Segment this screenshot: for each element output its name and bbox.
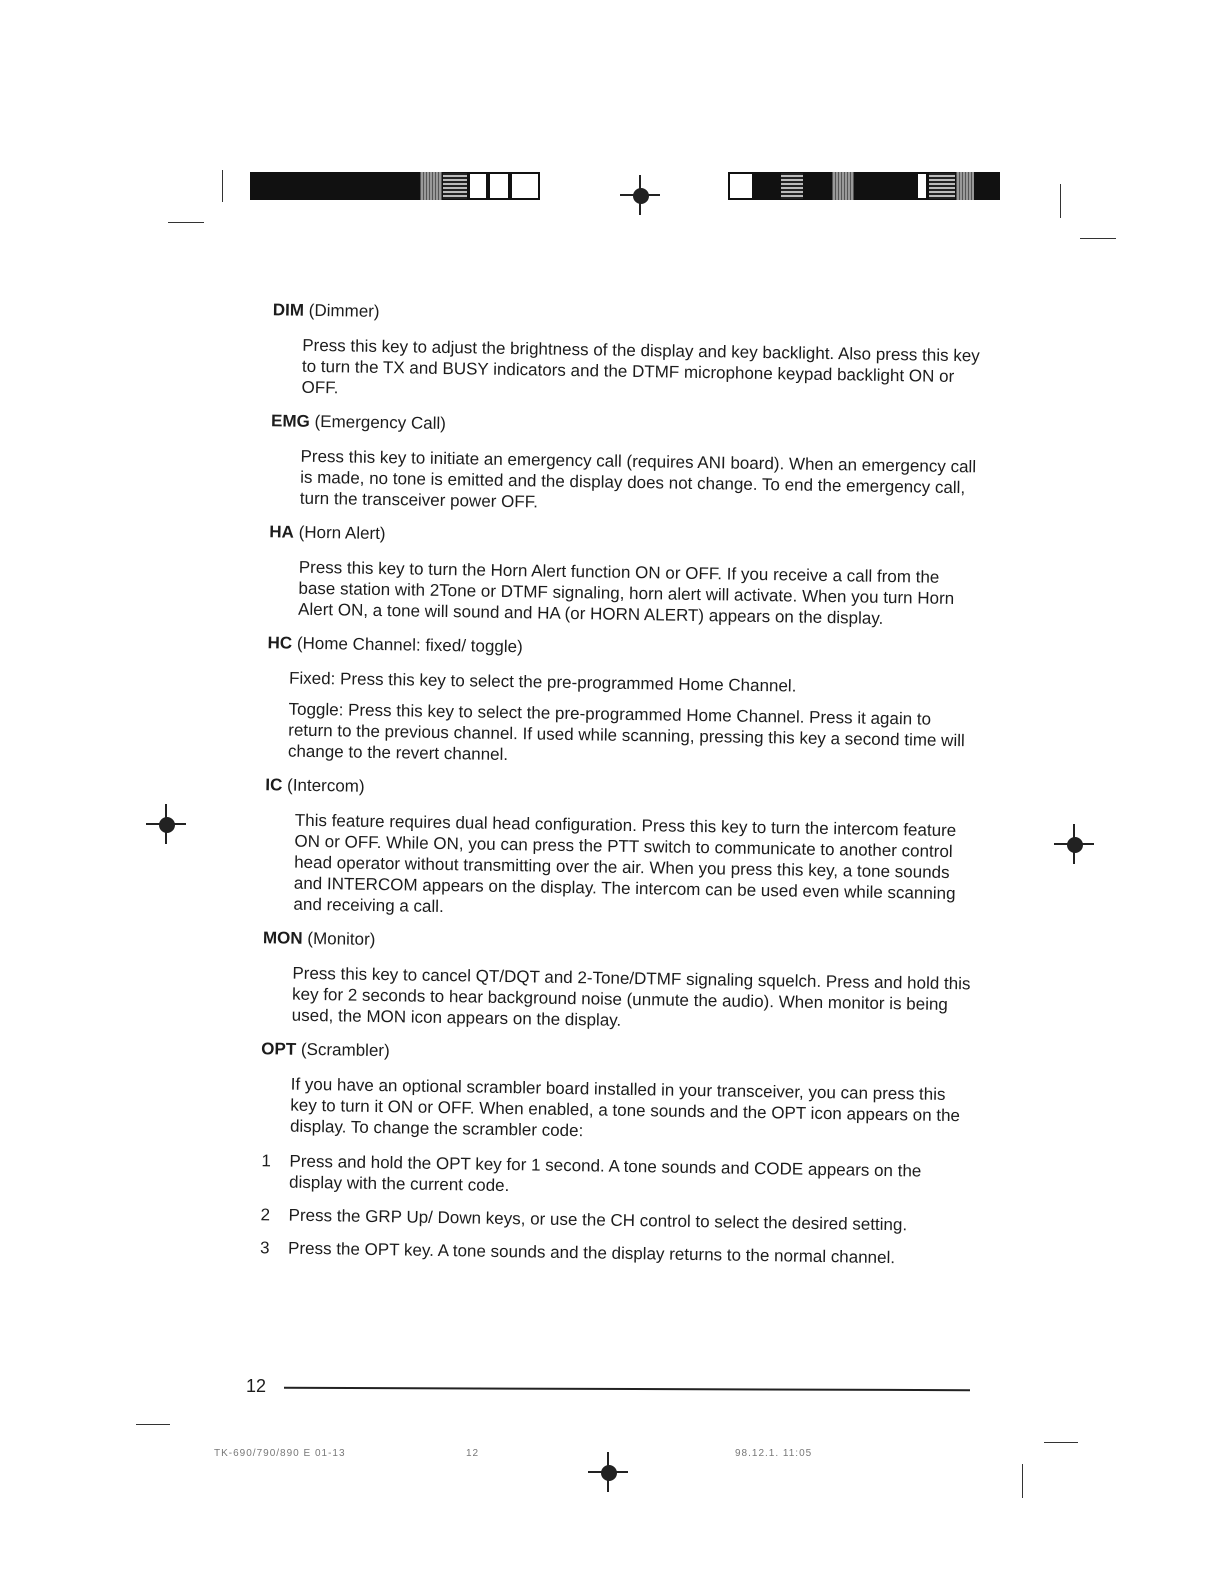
step-number: 3	[259, 1238, 270, 1258]
key-name: (Horn Alert)	[298, 522, 386, 544]
page-number: 12	[246, 1376, 267, 1396]
entry-heading	[273, 300, 985, 331]
footer-right: 98.12.1. 11:05	[735, 1448, 813, 1459]
step-number: 1	[261, 1151, 272, 1171]
key-label: HC	[267, 633, 293, 653]
entry-dim	[253, 300, 984, 408]
crop-mark-top-left-vertical	[222, 170, 223, 202]
entry-hc	[248, 633, 980, 772]
hc-toggle-description: Toggle: Press this key to select the pre-programmed Home Channel. Press it again to return to the previous channel. If used while scanning, pressing this key a second time will change to the revert channel.	[287, 699, 965, 765]
hc-fixed-description: Fixed: Press this key to select the pre-programmed Home Channel.	[288, 668, 797, 696]
key-label: IC	[265, 775, 283, 795]
footer-rule	[284, 1387, 970, 1391]
footer-center: 12	[466, 1448, 480, 1459]
crop-mark-bottom-right-vertical	[1022, 1464, 1023, 1498]
footer-left: TK-690/790/890 E 01-13	[214, 1448, 346, 1459]
entry-heading	[263, 928, 975, 959]
scrambler-steps	[260, 1150, 972, 1269]
crop-mark-top-left	[168, 222, 204, 223]
list-item	[261, 1150, 962, 1203]
key-name: (Home Channel: fixed/ toggle)	[296, 633, 523, 657]
entry-heading	[265, 775, 977, 806]
key-name: (Monitor)	[307, 928, 376, 949]
crop-mark-bottom-left	[136, 1424, 170, 1425]
registration-mark-bottom	[588, 1452, 628, 1492]
crop-mark-bottom-right	[1044, 1442, 1078, 1443]
crop-mark-top-right	[1080, 238, 1116, 239]
step-text: Press and hold the OPT key for 1 second. A tone sounds and CODE appears on the display with the current code.	[288, 1151, 922, 1196]
color-bar-left	[250, 172, 555, 200]
entry-emg	[252, 411, 983, 519]
registration-mark-top	[620, 175, 660, 215]
entry-heading	[271, 411, 983, 442]
key-label: OPT	[261, 1039, 297, 1059]
key-label: EMG	[270, 411, 310, 431]
crop-mark-top-right-vertical	[1060, 184, 1061, 218]
entry-heading	[269, 522, 981, 553]
color-bar-right	[728, 172, 1030, 200]
entry-description: Press this key to initiate an emergency call (requires ANI board). When an emergency call is made, no tone is emitted and the display does not change. To end the emergency call, turn the transceiver power OFF.	[299, 446, 977, 512]
step-number: 2	[260, 1205, 271, 1225]
entry-mon	[244, 928, 975, 1036]
entry-description: Press this key to adjust the brightness of the display and key backlight. Also press this key to turn the TX and BUSY indicators and the DTMF microphone keypad backlight ON or OFF.	[301, 335, 980, 398]
manual-content	[240, 300, 985, 1281]
registration-mark-left	[146, 804, 186, 844]
entry-opt	[240, 1039, 973, 1269]
key-name: (Dimmer)	[308, 300, 380, 321]
list-item	[260, 1204, 960, 1236]
entry-ic	[245, 775, 977, 925]
entry-description: If you have an optional scrambler board installed in your transceiver, you can press this key to turn it ON or OFF. When enabled, a tone sounds and the OPT icon appears on the display. To change the scrambler code:	[289, 1074, 961, 1141]
key-name: (Emergency Call)	[314, 411, 447, 434]
entry-description: Press this key to turn the Horn Alert function ON or OFF. If you receive a call from the base station with 2Tone or DTMF signaling, horn alert will activate. When you turn Horn Alert ON, a tone will sound and HA (or HORN ALERT) appears on the display.	[297, 557, 955, 628]
key-label: MON	[262, 928, 303, 948]
step-text: Press the OPT key. A tone sounds and the display returns to the normal channel.	[287, 1238, 896, 1268]
key-label: HA	[269, 522, 295, 542]
entry-description: This feature requires dual head configuration. Press this key to turn the intercom feature ON or OFF. While ON, you can press the PTT switch to communicate to another control head operator without transmitting over the air. When you press this key, a tone sounds and INTERCOM appears on the display. The intercom can be used even while scanning and receiving a call.	[293, 810, 957, 917]
entry-ha	[250, 522, 981, 630]
entry-heading	[267, 633, 979, 664]
list-item	[260, 1237, 960, 1269]
step-text: Press the GRP Up/ Down keys, or use the CH control to select the desired setting.	[288, 1205, 908, 1235]
entry-heading	[261, 1039, 973, 1070]
registration-mark-right	[1054, 824, 1094, 864]
key-name: (Scrambler)	[300, 1039, 390, 1061]
key-name: (Intercom)	[286, 775, 365, 796]
key-label: DIM	[272, 300, 305, 320]
entry-description: Press this key to cancel QT/DQT and 2-Tone/DTMF signaling squelch. Press and hold this key for 2 seconds to hear background noise (unmute the audio). When monitor is being used, the MON icon appears on the display.	[291, 963, 971, 1030]
